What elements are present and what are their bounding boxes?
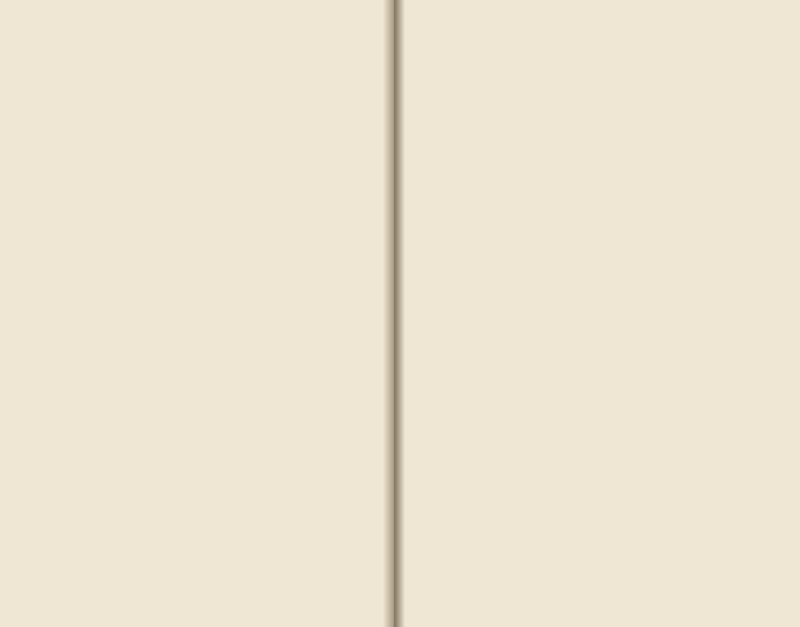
right-page (394, 0, 800, 627)
book-gutter (383, 0, 405, 627)
left-page (0, 0, 394, 627)
